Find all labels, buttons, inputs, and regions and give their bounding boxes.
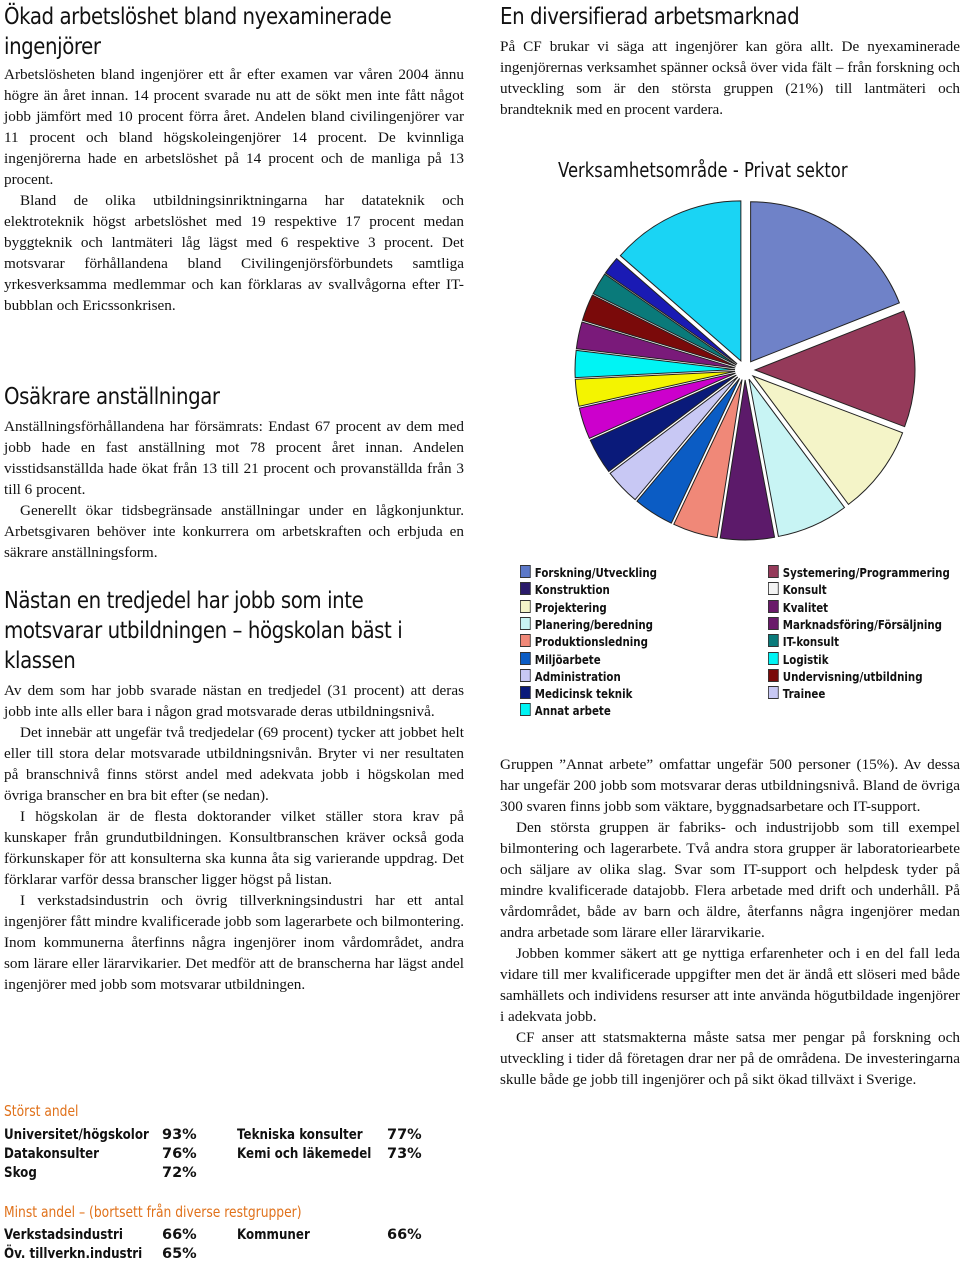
stat-name: Kommuner: [237, 1227, 310, 1243]
stat-name: Kemi och läkemedel: [237, 1146, 372, 1162]
legend-label: Forskning/Utveckling: [534, 565, 657, 580]
paragraph: Den största gruppen är fabriks- och industrijobb som till exempel bilmontering och lagerarbete. Två andra stora grupper är laboratoriearbete och säljare av olika slag. Svar som IT-support och helpdesk tyder på mindre kvalificerade datajobb. Flera arbetade med drift och underhåll. På vårdområdet, både av barn och äldre, återfanns några ingenjörer medan andra arbetade som lärare eller lärarvikarie.: [500, 819, 960, 941]
legend-swatch: [768, 669, 779, 682]
legend-label: Annat arbete: [534, 703, 611, 719]
legend-label: Miljöarbete: [534, 651, 601, 667]
heading-line: Nästan en tredjedel har jobb som inte: [4, 588, 364, 614]
legend-swatch: [520, 669, 531, 682]
legend-item: [768, 617, 942, 632]
legend-swatch: [520, 686, 531, 699]
legend-item: [520, 600, 607, 615]
legend-label: Trainee: [782, 686, 826, 702]
legend-swatch: [768, 600, 779, 613]
legend-label: IT-konsult: [782, 634, 840, 650]
legend-swatch: [768, 652, 779, 665]
heading-line: motsvarar utbildningen – högskolan bäst i: [4, 618, 403, 644]
stat-value: 73%: [387, 1146, 422, 1162]
legend-label: Planering/beredning: [534, 616, 653, 632]
legend-item: [520, 669, 621, 684]
largest-share-label: Störst andel: [4, 1102, 79, 1120]
legend-label: Systemering/Programmering: [782, 565, 950, 580]
legend-swatch: [520, 600, 531, 613]
section-heading-education-match: [4, 586, 463, 676]
paragraph: Bland de olika utbildningsinriktningarna har datateknik och elektroteknik högst arbetslöshet med 19 respektive 17 procent medan byggteknik och lantmäteri låg lägst med 6 respektive 3 procent. Det motsvarar förhållandena bland Civilingenjörsförbundets samtliga yrkesverksamma medlemmar och kan förklaras av svallvågorna efter IT-bubblan och Ericssonkrisen.: [4, 192, 464, 314]
smallest-share-label: Minst andel – (bortsett från diverse restgrupper): [4, 1203, 302, 1221]
legend-label: Konsult: [782, 582, 827, 598]
pie-chart: [500, 192, 960, 552]
stat-value: 93%: [162, 1127, 197, 1143]
legend-label: Undervisning/utbildning: [782, 668, 923, 684]
stat-value: 72%: [162, 1165, 197, 1181]
legend-item: [768, 600, 828, 615]
section-heading-unemployment: [4, 2, 463, 62]
chart-title: Verksamhetsområde - Privat sektor: [558, 158, 848, 182]
legend-item: [768, 652, 829, 667]
legend-label: Kvalitet: [782, 599, 829, 615]
legend-swatch: [520, 703, 531, 716]
paragraph: I högskolan är de flesta doktorander vilket ställer stora krav på kunskaper från grundutbildningen. Konsultbranschen kräver också goda förkunskaper för att konsulterna ska kunna åta sig varierande uppdrag. Det förklarar varför dessa branscher ligger högst på listan.: [4, 808, 464, 888]
paragraph: Anställningsförhållandena har försämrats: Endast 67 procent av dem med jobb hade en fast anställning mot 78 procent året innan. Andelen visstidsanställda hade ökat från 13 till 21 procent och provanställda från 3 till 6 procent.: [4, 418, 464, 498]
legend-item: [520, 652, 601, 667]
stat-name: Verkstadsindustri: [4, 1227, 123, 1243]
paragraph: I verkstadsindustrin och övrig tillverkningsindustri har ett antal ingenjörer fått mindre kvalificerade jobb som lagerarbete och bilmontering. Inom kommunerna återfinns några ingenjörer inom vårdområdet, andra som lärare eller lärarvikarier. Det medför att de branscherna har lägst andel ingenjörer med jobb som motsvarar utbildningen.: [4, 892, 464, 993]
paragraph: Gruppen ”Annat arbete” omfattar ungefär 500 personer (15%). Av dessa har ungefär 200 jobb som motsvarar deras utbildningsnivå. Bland de övriga 300 svaren finns jobb som väktare, byggnadsarbetare och IT-support.: [500, 756, 960, 815]
heading-line: klassen: [4, 648, 76, 674]
paragraph: Arbetslösheten bland ingenjörer ett år efter examen var våren 2004 ännu högre än året innan. 14 procent svarade nu att de sökt men inte fått något jobb jämfört med 10 procent förra året. Andelen bland civilingenjörer var 11 procent och bland högskoleingenjörer 14 procent. De kvinnliga ingenjörerna hade en arbetslöshet på 14 procent och de manliga på 13 procent.: [4, 66, 464, 188]
legend-item: [768, 582, 827, 597]
legend-swatch: [520, 652, 531, 665]
legend-swatch: [768, 565, 779, 578]
stat-name: Universitet/högskolor: [4, 1127, 149, 1143]
legend-label: Logistik: [782, 651, 829, 667]
legend-swatch: [520, 582, 531, 595]
legend-label: Produktionsledning: [534, 634, 648, 650]
legend-item: [520, 617, 653, 632]
paragraph: Av dem som har jobb svarade nästan en tredjedel (31 procent) att deras jobb inte alls eller bara i någon grad motsvarade deras utbildningsnivå.: [4, 682, 464, 720]
legend-item: [768, 565, 950, 580]
legend-item: [768, 634, 839, 649]
legend-item: [768, 686, 825, 701]
stat-value: 66%: [162, 1227, 197, 1243]
stat-name: Datakonsulter: [4, 1146, 100, 1162]
stat-name: Tekniska konsulter: [237, 1127, 363, 1143]
legend-swatch: [520, 617, 531, 630]
legend-swatch: [768, 617, 779, 630]
paragraph: Generellt ökar tidsbegränsade anställningar under en lågkonjunktur. Arbetsgivaren behöver inte konkurrera om arbetskraften och erbjuda en säkrare anställningsform.: [4, 502, 464, 561]
section-heading-employment: Osäkrare anställningar: [4, 384, 220, 410]
stat-value: 66%: [387, 1227, 422, 1243]
legend-item: [768, 669, 923, 684]
legend-label: Projektering: [534, 599, 607, 615]
legend-label: Marknadsföring/Försäljning: [782, 616, 943, 632]
legend-item: [520, 703, 611, 718]
legend-label: Administration: [534, 668, 621, 684]
heading-line: ingenjörer: [4, 34, 101, 60]
legend-swatch: [520, 634, 531, 647]
heading-line: Ökad arbetslöshet bland nyexaminerade: [4, 4, 392, 30]
legend-swatch: [768, 582, 779, 595]
paragraph: På CF brukar vi säga att ingenjörer kan göra allt. De nyexaminerade ingenjörernas verksamhet spänner också över vida fält – från forskning och utveckling som är den största gruppen (21%) till lantmäteri och brandteknik med en procent vardera.: [500, 38, 960, 118]
stat-value: 65%: [162, 1246, 197, 1262]
paragraph: CF anser att statsmakterna måste satsa mer pengar på forskning och utveckling i tider då företagen drar ner på de områdena. De investeringarna skulle både ge jobb till ingenjörer och på sikt ökad tillväxt i Sverige.: [500, 1029, 960, 1088]
legend-swatch: [768, 686, 779, 699]
legend-item: [520, 686, 632, 701]
legend-label: Konstruktion: [534, 582, 610, 598]
legend-label: Medicinsk teknik: [534, 686, 633, 702]
legend-item: [520, 634, 648, 649]
stat-value: 77%: [387, 1127, 422, 1143]
legend-swatch: [520, 565, 531, 578]
section-heading-diversified: En diversifierad arbetsmarknad: [500, 4, 800, 30]
paragraph: Jobben kommer säkert att ge nyttiga erfarenheter och i en del fall leda vidare till mer kvalificerade uppgifter men det är ändå ett slöseri med både samhällets och individens resurser att inte använda högutbildade ingenjörer i adekvata jobb.: [500, 945, 960, 1025]
stat-value: 76%: [162, 1146, 197, 1162]
stat-name: Öv. tillverkn.industri: [4, 1246, 143, 1262]
stat-name: Skog: [4, 1165, 37, 1181]
chart-legend: [520, 565, 960, 725]
legend-swatch: [768, 634, 779, 647]
legend-item: [520, 565, 657, 580]
legend-item: [520, 582, 610, 597]
paragraph: Det innebär att ungefär två tredjedelar (69 procent) tycker att jobbet helt eller till stora delar motsvarade utbildningsnivån. Bryter vi ner resultaten på branschnivå finns störst andel med adekvata jobb i högskolan med övriga branscher en bra bit efter (se nedan).: [4, 724, 464, 804]
